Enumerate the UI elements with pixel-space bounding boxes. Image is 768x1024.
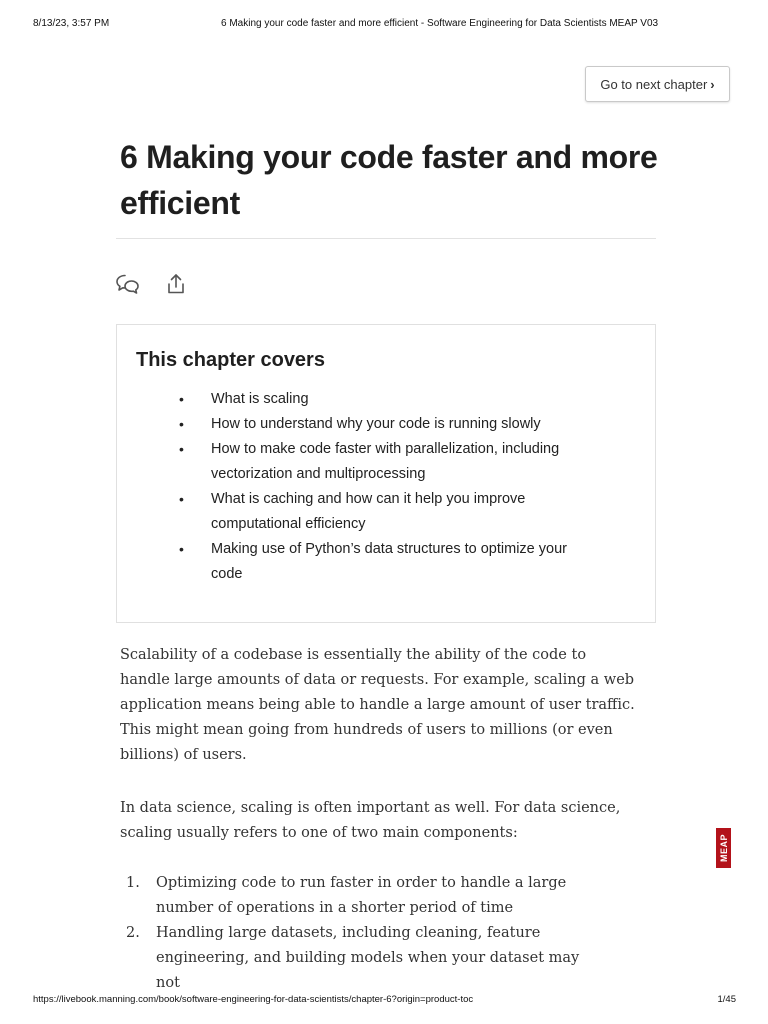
comment-bubbles-icon[interactable]: [114, 270, 142, 298]
title-divider: [116, 238, 656, 239]
body-paragraph: In data science, scaling is often important as well. For data science, scaling usually refers to one of two main components:: [120, 800, 621, 841]
print-document-title: 6 Making your code faster and more efficient - Software Engineering for Data Scientists MEAP V03: [221, 18, 659, 29]
meap-badge[interactable]: [716, 828, 731, 868]
action-icons: [114, 270, 190, 298]
print-datetime: 8/13/23, 3:57 PM: [33, 18, 110, 29]
list-item: • What is scaling: [211, 387, 571, 412]
body-paragraph: Scalability of a codebase is essentially the ability of the code to handle large amounts of data or requests. For example, scaling a web application means being able to handle a large amount of user traffic. This might mean going from hundreds of users to millions (or even billions) of users.: [120, 647, 635, 763]
list-number: 2.: [126, 925, 140, 941]
list-item: • How to make code faster with parallelization, including vectorization and multiprocessing: [211, 437, 571, 487]
chapter-covers-box: [116, 324, 656, 623]
list-item: [120, 921, 600, 996]
chevron-right-icon: ›: [710, 76, 715, 92]
chapter-covers-list: [211, 387, 571, 587]
next-chapter-button[interactable]: [585, 66, 730, 102]
list-number: 1.: [126, 875, 140, 891]
share-icon[interactable]: [162, 270, 190, 298]
chapter-title: 6 Making your code faster and more efficient: [120, 139, 658, 221]
list-item-text: Optimizing code to run faster in order to handle a large number of operations in a shorter period of time: [156, 875, 567, 916]
print-page-number: 1/45: [717, 994, 736, 1005]
print-header: [33, 18, 735, 32]
next-chapter-label: Go to next chapter: [600, 76, 708, 92]
list-item: [120, 871, 600, 921]
list-item: • Making use of Python’s data structures to optimize your code: [211, 537, 571, 587]
print-url: https://livebook.manning.com/book/software-engineering-for-data-scientists/chapter-6?origin=product-toc: [33, 994, 474, 1005]
numbered-list: [120, 871, 600, 996]
list-item: • How to understand why your code is running slowly: [211, 412, 571, 437]
list-item-text: Handling large datasets, including cleaning, feature engineering, and building models when your dataset may not: [156, 925, 580, 991]
meap-badge-label: MEAP: [718, 833, 729, 863]
list-item: • What is caching and how can it help you improve computational efficiency: [211, 487, 571, 537]
print-footer: [33, 994, 736, 1008]
chapter-covers-heading: This chapter covers: [136, 349, 325, 371]
